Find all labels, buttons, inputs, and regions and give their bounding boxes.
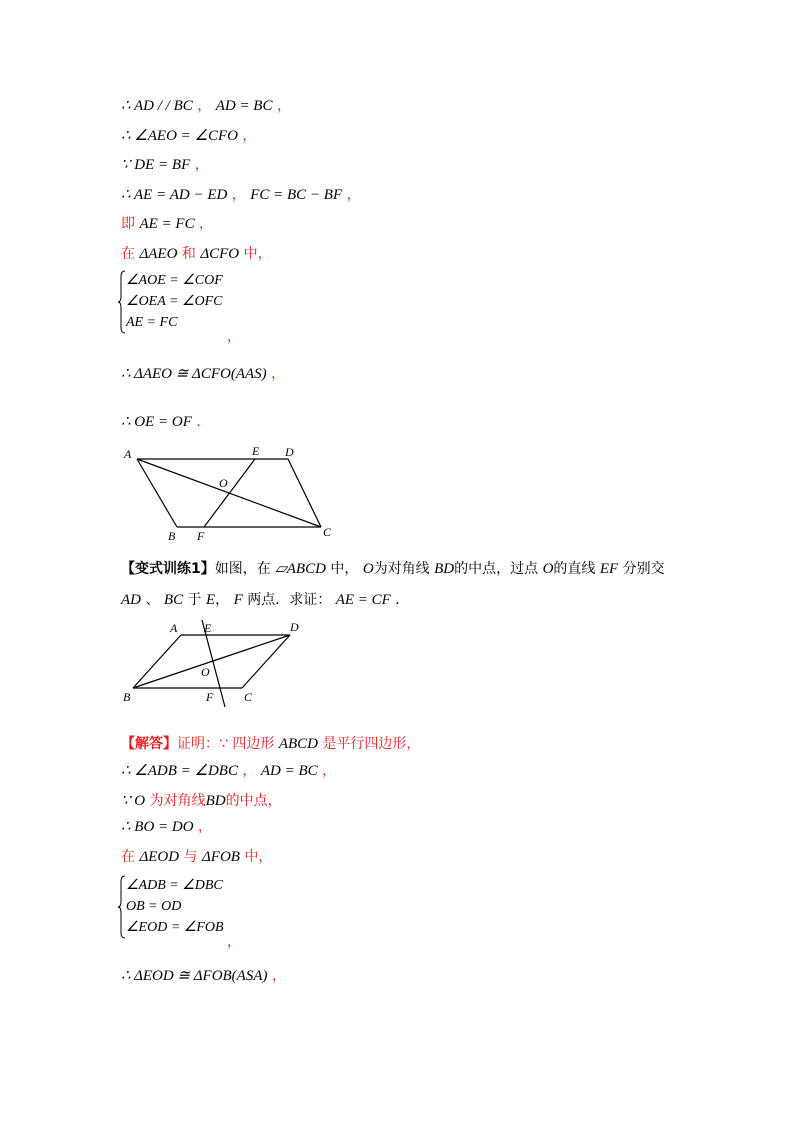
text: ． <box>395 592 410 608</box>
math-f: F <box>233 592 243 608</box>
vertex-label-a: A <box>124 447 132 461</box>
vertex-label-c: C <box>244 690 253 704</box>
comma: ， <box>199 216 214 232</box>
math-fc-eq-bc-minus-bf: FC = BC − BF <box>250 187 343 203</box>
comma: ， <box>322 763 337 779</box>
comma: ， <box>194 157 209 173</box>
text-zai: 在 <box>121 849 135 865</box>
vertex-label-a: A <box>170 621 178 635</box>
math-because-o: ∵ O <box>121 793 146 809</box>
text-zhong: 中， <box>244 849 273 865</box>
math-ae-eq-fc: AE = FC <box>139 216 195 232</box>
text: 如图，在 <box>214 561 271 577</box>
math-congruent-aas: ∴ ΔAEO ≅ ΔCFO(AAS) <box>121 366 267 382</box>
system-row: AE = FC <box>126 315 178 330</box>
system-row: ∠EOD = ∠FOB <box>126 920 224 935</box>
vertex-label-d: D <box>285 445 294 459</box>
vertex-label-b: B <box>123 690 131 704</box>
exercise-line-2 <box>121 591 409 609</box>
comma: ， <box>276 98 291 114</box>
text: 的中点， <box>225 793 282 809</box>
proof-line-7 <box>121 365 285 383</box>
text: 分别交 <box>622 561 665 577</box>
math-bd: BD <box>205 793 226 809</box>
proof-line-5 <box>121 215 213 233</box>
vertex-label-f: F <box>197 529 205 543</box>
exercise-line-1 <box>121 560 665 578</box>
segment-ab <box>137 459 177 527</box>
math-angle-adb-eq-dbc: ∴ ∠ADB = ∠DBC <box>121 763 238 779</box>
math-bd: BD <box>434 561 455 577</box>
math-abcd: ABCD <box>278 736 318 752</box>
text: 、 <box>145 592 160 608</box>
comma: ， <box>242 128 257 144</box>
math-o: O <box>542 561 554 577</box>
math-bo-eq-do: ∴ BO = DO <box>121 819 194 835</box>
text: 是平行四边形， <box>322 736 421 752</box>
proof-line-6 <box>121 245 272 263</box>
math-parallelogram-abcd: ▱ABCD <box>275 561 326 577</box>
math-o: O <box>362 561 374 577</box>
solution-heading <box>121 735 420 753</box>
vertex-label-e: E <box>252 444 260 458</box>
system-row: OB = OD <box>126 899 182 914</box>
text: 证明：∵ 四边形 <box>177 736 275 752</box>
text-zhong: 中， <box>243 246 272 262</box>
vertex-label-o: O <box>219 476 228 490</box>
math-triangle-cfo: ΔCFO <box>200 246 240 262</box>
math-ad: AD <box>121 592 141 608</box>
math-de-eq-bf: ∵ DE = BF <box>121 157 191 173</box>
text: 两点．求证： <box>247 592 332 608</box>
period: ． <box>196 414 211 430</box>
vertex-label-o: O <box>201 665 210 679</box>
equation-system-2 <box>117 875 317 950</box>
text-he: 和 <box>181 246 196 262</box>
math-ef: EF <box>599 561 619 577</box>
comma: ， <box>271 968 286 984</box>
math-e: E <box>205 592 216 608</box>
system-row: ∠ADB = ∠DBC <box>126 878 223 893</box>
comma: ， <box>271 366 286 382</box>
math-ad-parallel-bc: ∴ AD / / BC <box>121 98 193 114</box>
system-row: ∠AOE = ∠COF <box>126 273 223 288</box>
equation-system-1 <box>117 270 317 345</box>
text: ， <box>215 592 230 608</box>
math-congruent-asa: ∴ ΔEOD ≅ ΔFOB(ASA) <box>121 968 268 984</box>
segment-ef <box>204 459 255 527</box>
exercise-tag: 【变式训练1】 <box>121 561 215 577</box>
comma: ， <box>242 763 257 779</box>
proof2-line-3 <box>121 818 212 836</box>
system-row: ∠OEA = ∠OFC <box>126 294 223 309</box>
proof2-line-2 <box>121 792 282 810</box>
comma: ， <box>198 819 213 835</box>
vertex-label-f: F <box>206 690 214 704</box>
parallelogram-figure-2 <box>118 615 318 710</box>
math-ae-eq-cf: AE = CF <box>335 592 391 608</box>
math-oe-eq-of: ∴ OE = OF <box>121 414 192 430</box>
math-triangle-eod: ΔEOD <box>139 849 180 865</box>
vertex-label-b: B <box>168 529 176 543</box>
text-ji: 即 <box>121 216 135 232</box>
parallelogram-figure-1 <box>118 440 348 545</box>
math-triangle-aeo: ΔAEO <box>139 246 178 262</box>
math-angle-aeo-eq-cfo: ∴ ∠AEO = ∠CFO <box>121 128 238 144</box>
math-ad-eq-bc: AD = BC <box>215 98 273 114</box>
math-ad-eq-bc: AD = BC <box>260 763 318 779</box>
math-bc: BC <box>163 592 184 608</box>
text-yu: 与 <box>183 849 198 865</box>
text: 的中点，过点 <box>454 561 539 577</box>
comma: ， <box>197 98 212 114</box>
vertex-label-e: E <box>204 621 212 635</box>
comma: ， <box>346 187 361 203</box>
text: 为对角线 <box>149 793 206 809</box>
proof2-line-5 <box>121 967 286 985</box>
vertex-label-c: C <box>323 525 332 539</box>
proof-line-8 <box>121 413 210 431</box>
vertex-label-d: D <box>290 620 299 634</box>
proof-line-3 <box>121 156 209 174</box>
proof2-line-1 <box>121 762 336 780</box>
math-ae-eq-ad-minus-ed: ∴ AE = AD − ED <box>121 187 228 203</box>
text: 为对角线 <box>373 561 430 577</box>
text: 的直线 <box>553 561 596 577</box>
comma: ， <box>227 934 241 950</box>
text-zai: 在 <box>121 246 135 262</box>
solution-tag: 【解答】 <box>121 736 177 752</box>
text: 于 <box>187 592 202 608</box>
comma: ， <box>227 329 241 345</box>
proof-line-1 <box>121 97 291 115</box>
proof-line-2 <box>121 127 256 145</box>
comma: ， <box>231 187 246 203</box>
proof2-line-4 <box>121 848 272 866</box>
proof-line-4 <box>121 186 361 204</box>
math-triangle-fob: ΔFOB <box>202 849 240 865</box>
text: 中， <box>330 561 359 577</box>
